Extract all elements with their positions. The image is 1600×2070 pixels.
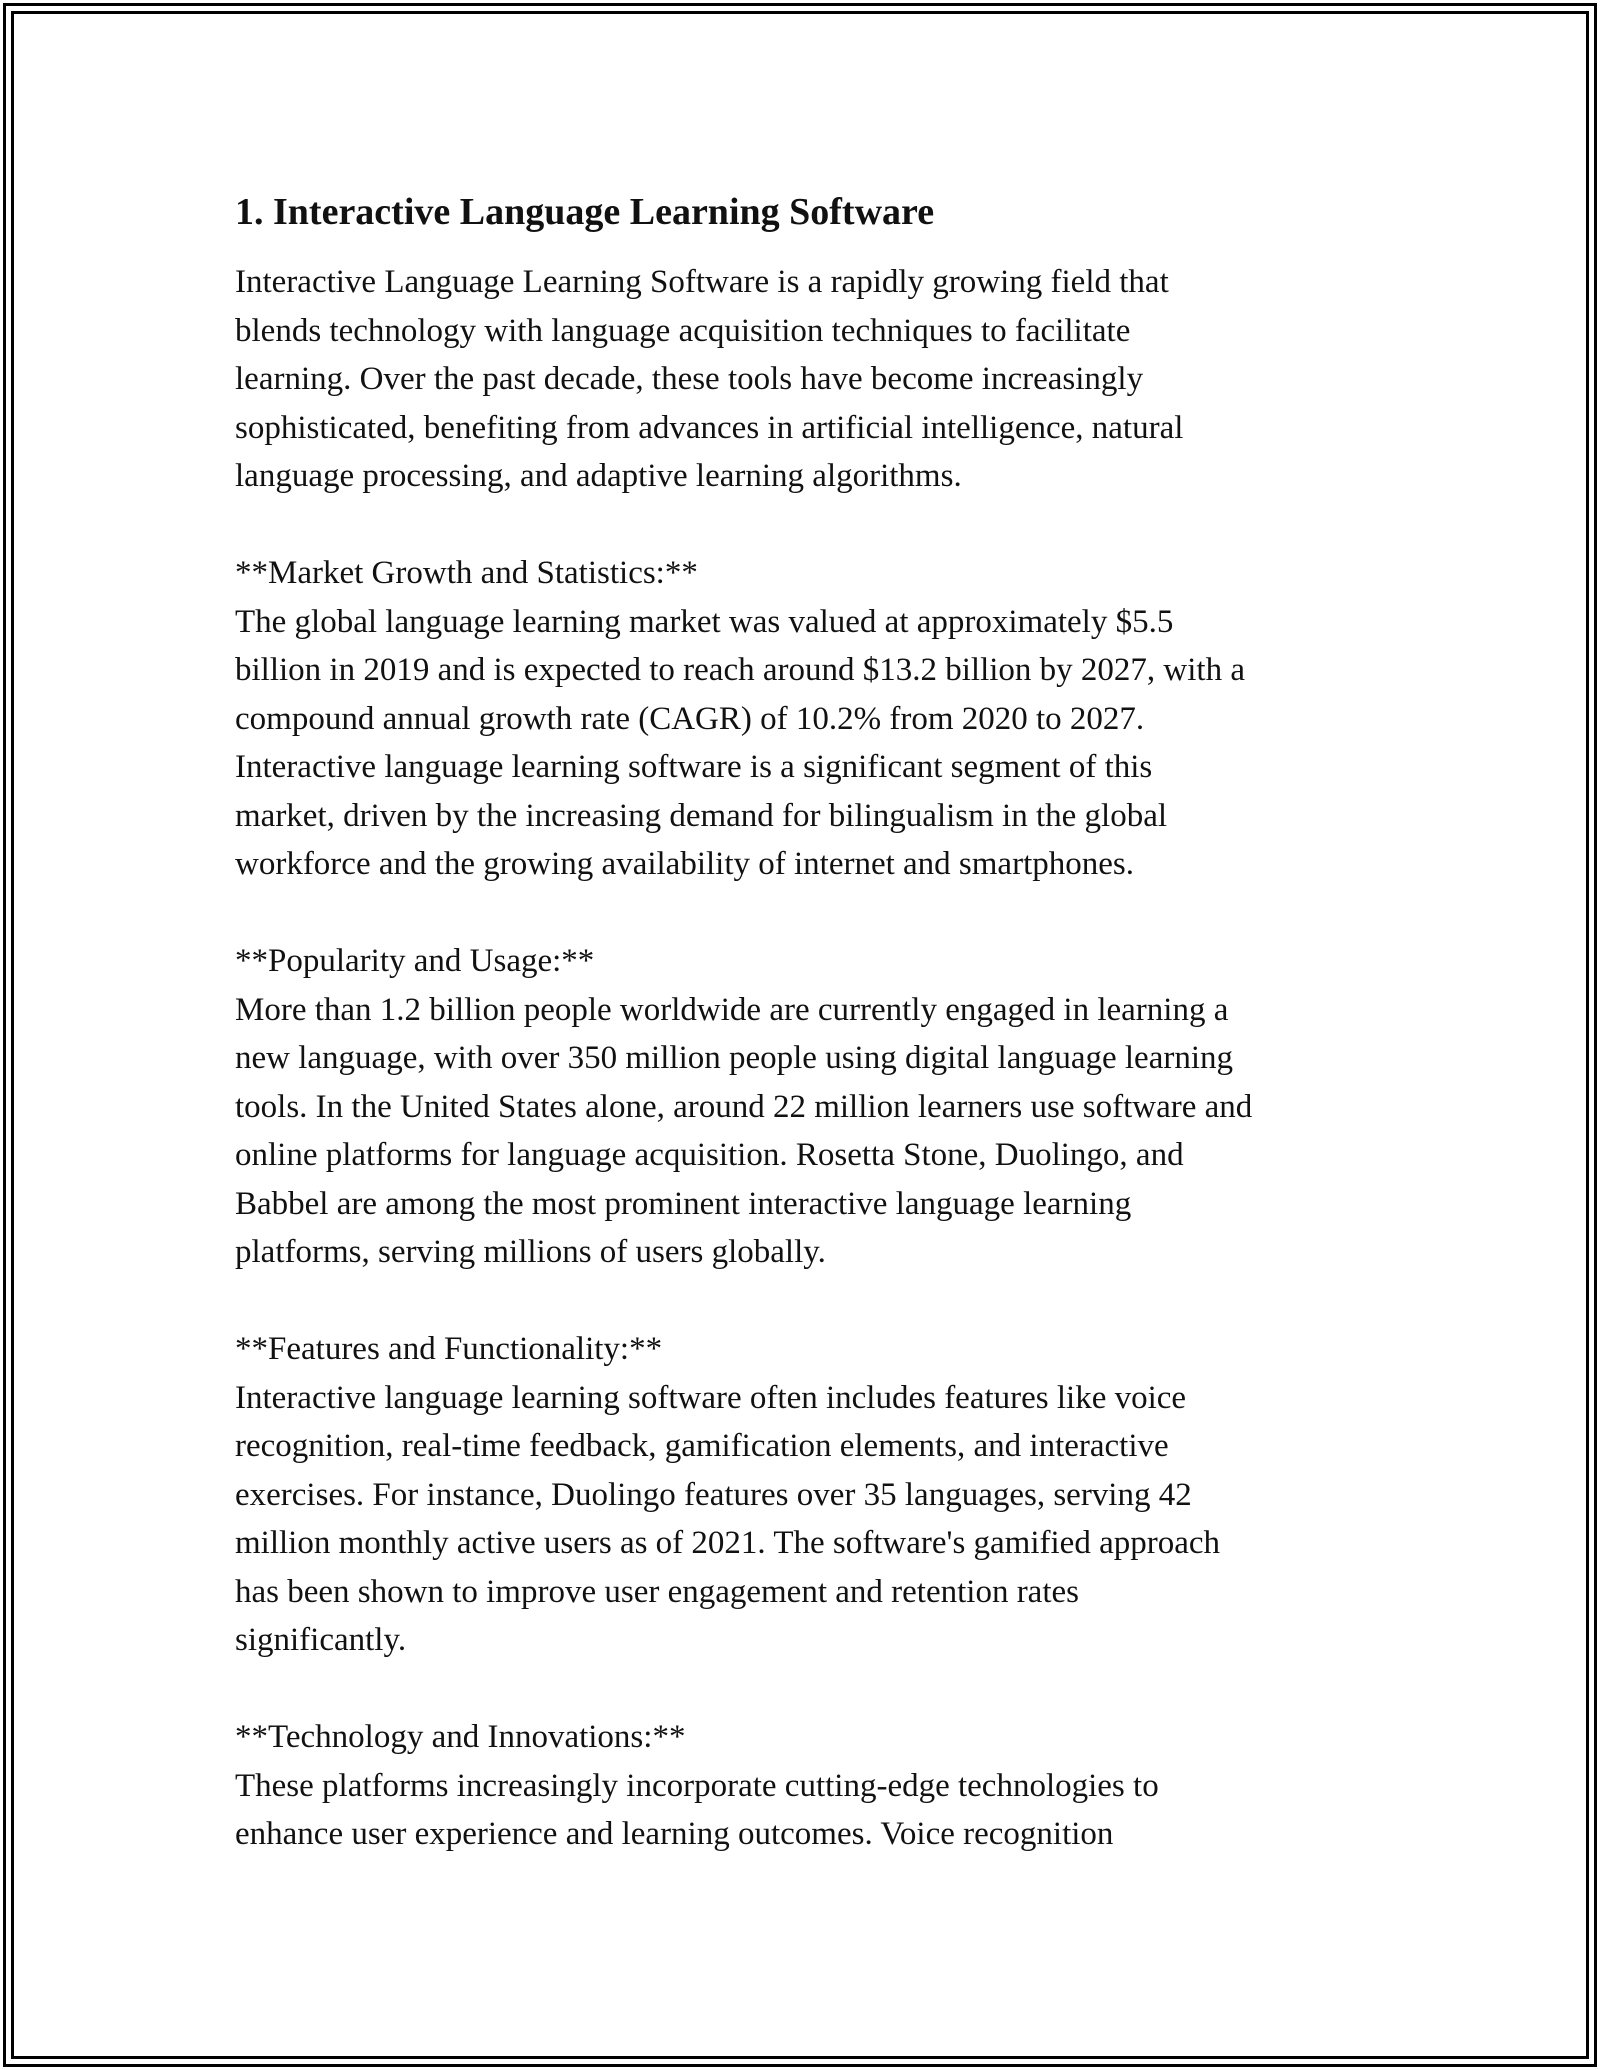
paragraph-gap bbox=[235, 1277, 1365, 1326]
text-line: exercises. For instance, Duolingo features over 35 languages, serving 42 bbox=[235, 1476, 1192, 1513]
text-line: has been shown to improve user engagement and retention rates bbox=[235, 1573, 1079, 1610]
popularity-section bbox=[235, 937, 1365, 1277]
paragraph-gap bbox=[235, 889, 1365, 938]
subsection-heading: **Technology and Innovations:** bbox=[235, 1719, 686, 1755]
text-line: new language, with over 350 million people using digital language learning bbox=[235, 1040, 1234, 1076]
text-line: platforms, serving millions of users globally. bbox=[235, 1234, 826, 1270]
text-line: billion in 2019 and is expected to reach around $13.2 billion by 2027, with a bbox=[235, 652, 1245, 688]
text-line: blends technology with language acquisition techniques to facilitate bbox=[235, 312, 1131, 349]
text-line: Interactive language learning software is a significant segment of this bbox=[235, 749, 1153, 785]
text-line: More than 1.2 billion people worldwide are currently engaged in learning a bbox=[235, 991, 1229, 1028]
text-line: market, driven by the increasing demand for bilingualism in the global bbox=[235, 797, 1168, 834]
text-line: workforce and the growing availability of internet and smartphones. bbox=[235, 846, 1134, 882]
text-line: Babbel are among the most prominent interactive language learning bbox=[235, 1185, 1132, 1222]
text-line: language processing, and adaptive learning algorithms. bbox=[235, 458, 962, 494]
features-section bbox=[235, 1325, 1365, 1665]
text-line: Interactive language learning software often includes features like voice bbox=[235, 1379, 1187, 1416]
document-body bbox=[235, 186, 1365, 1859]
technology-section bbox=[235, 1713, 1365, 1859]
text-line: Interactive Language Learning Software is a rapidly growing field that bbox=[235, 264, 1169, 300]
text-line: These platforms increasingly incorporate cutting-edge technologies to bbox=[235, 1767, 1159, 1804]
text-line: The global language learning market was valued at approximately $5.5 bbox=[235, 603, 1174, 640]
market-growth-section bbox=[235, 549, 1365, 889]
text-line: enhance user experience and learning outcomes. Voice recognition bbox=[235, 1816, 1114, 1852]
subsection-heading: **Features and Functionality:** bbox=[235, 1331, 663, 1367]
subsection-heading: **Popularity and Usage:** bbox=[235, 943, 595, 979]
paragraph-gap bbox=[235, 501, 1365, 550]
text-line: learning. Over the past decade, these tools have become increasingly bbox=[235, 361, 1144, 397]
paragraph-gap bbox=[235, 1665, 1365, 1714]
text-line: online platforms for language acquisition. Rosetta Stone, Duolingo, and bbox=[235, 1137, 1184, 1173]
intro-paragraph bbox=[235, 258, 1365, 501]
section-title: 1. Interactive Language Learning Software bbox=[235, 191, 935, 233]
text-line: sophisticated, benefiting from advances in artificial intelligence, natural bbox=[235, 409, 1184, 446]
text-line: tools. In the United States alone, around 22 million learners use software and bbox=[235, 1088, 1253, 1125]
text-line: compound annual growth rate (CAGR) of 10.2% from 2020 to 2027. bbox=[235, 700, 1145, 737]
text-line: million monthly active users as of 2021. The software's gamified approach bbox=[235, 1525, 1221, 1561]
text-line: significantly. bbox=[235, 1622, 407, 1658]
subsection-heading: **Market Growth and Statistics:** bbox=[235, 555, 698, 591]
text-line: recognition, real-time feedback, gamification elements, and interactive bbox=[235, 1428, 1169, 1464]
